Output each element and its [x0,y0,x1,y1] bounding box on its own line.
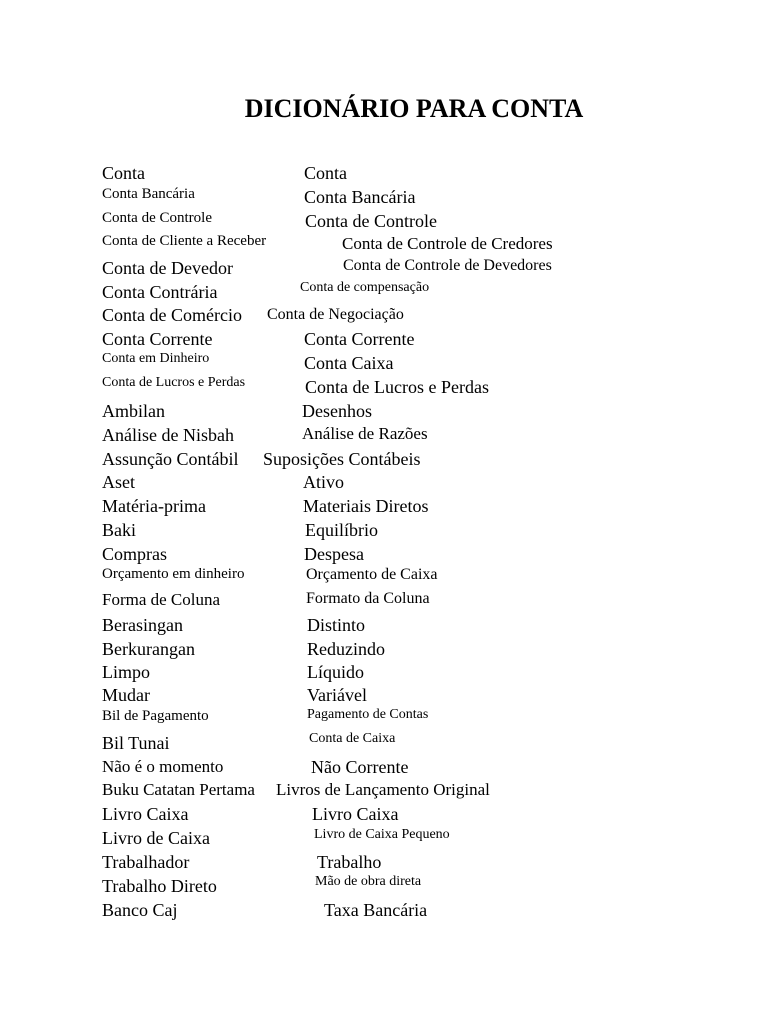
term-translation: Conta de Negociação [267,306,404,323]
term-translation: Desenhos [302,401,372,421]
term-source: Matéria-prima [102,496,206,516]
term-source: Bil de Pagamento [102,708,209,724]
term-source: Não é o momento [102,757,224,776]
term-translation: Não Corrente [311,757,409,777]
term-translation: Ativo [303,472,345,492]
term-source: Análise de Nisbah [102,425,234,445]
term-source: Trabalho Direto [102,876,217,896]
term-source: Conta de Cliente a Receber [102,233,267,249]
term-translation: Variável [307,685,367,705]
term-source: Conta Contrária [102,282,218,302]
term-source: Assunção Contábil [102,449,239,469]
term-translation: Despesa [304,544,364,564]
term-translation: Livros de Lançamento Original [276,780,490,799]
term-translation: Pagamento de Contas [307,707,429,722]
term-source: Conta Corrente [102,329,213,349]
term-translation: Conta de Caixa [309,731,396,746]
term-source: Conta [102,163,145,183]
term-translation: Análise de Razões [302,424,428,443]
term-translation: Conta de Controle [305,211,437,231]
term-translation: Orçamento de Caixa [306,566,438,583]
term-translation: Mão de obra direta [315,874,422,889]
term-source: Bil Tunai [102,733,170,753]
term-source: Conta em Dinheiro [102,351,210,366]
document-title: DICIONÁRIO PARA CONTA [244,94,584,123]
term-translation: Conta [304,163,347,183]
term-translation: Livro de Caixa Pequeno [314,827,450,842]
term-translation: Equilíbrio [305,520,378,540]
term-source: Mudar [102,685,150,705]
term-translation: Taxa Bancária [324,900,428,920]
term-translation: Conta Bancária [304,187,416,207]
term-source: Berasingan [102,615,183,635]
term-translation: Reduzindo [307,639,385,659]
term-translation: Conta de Controle de Devedores [343,257,552,274]
term-source: Banco Caj [102,900,178,920]
term-source: Orçamento em dinheiro [102,566,245,582]
term-translation: Conta de Lucros e Perdas [305,377,489,397]
term-source: Conta de Devedor [102,258,233,278]
term-source: Conta de Comércio [102,305,242,325]
term-source: Baki [102,520,136,540]
term-translation: Líquido [307,662,364,682]
term-source: Limpo [102,662,150,682]
term-translation: Suposições Contábeis [263,449,421,469]
term-source: Conta de Controle [102,210,212,226]
term-translation: Conta de Controle de Credores [342,234,553,253]
term-source: Forma de Coluna [102,590,221,609]
term-translation: Distinto [307,615,366,635]
term-translation: Conta de compensação [300,280,430,295]
term-source: Conta de Lucros e Perdas [102,375,246,390]
term-source: Buku Catatan Pertama [102,780,255,799]
term-translation: Trabalho [317,852,382,872]
term-source: Ambilan [102,401,165,421]
term-source: Compras [102,544,167,564]
term-source: Livro de Caixa [102,828,210,848]
term-translation: Formato da Coluna [306,590,430,607]
term-translation: Livro Caixa [312,804,399,824]
term-translation: Materiais Diretos [303,496,429,516]
term-source: Berkurangan [102,639,195,659]
term-source: Livro Caixa [102,804,189,824]
term-source: Aset [102,472,135,492]
term-translation: Conta Corrente [304,329,415,349]
term-source: Trabalhador [102,852,190,872]
term-source: Conta Bancária [102,186,195,202]
term-translation: Conta Caixa [304,353,394,373]
